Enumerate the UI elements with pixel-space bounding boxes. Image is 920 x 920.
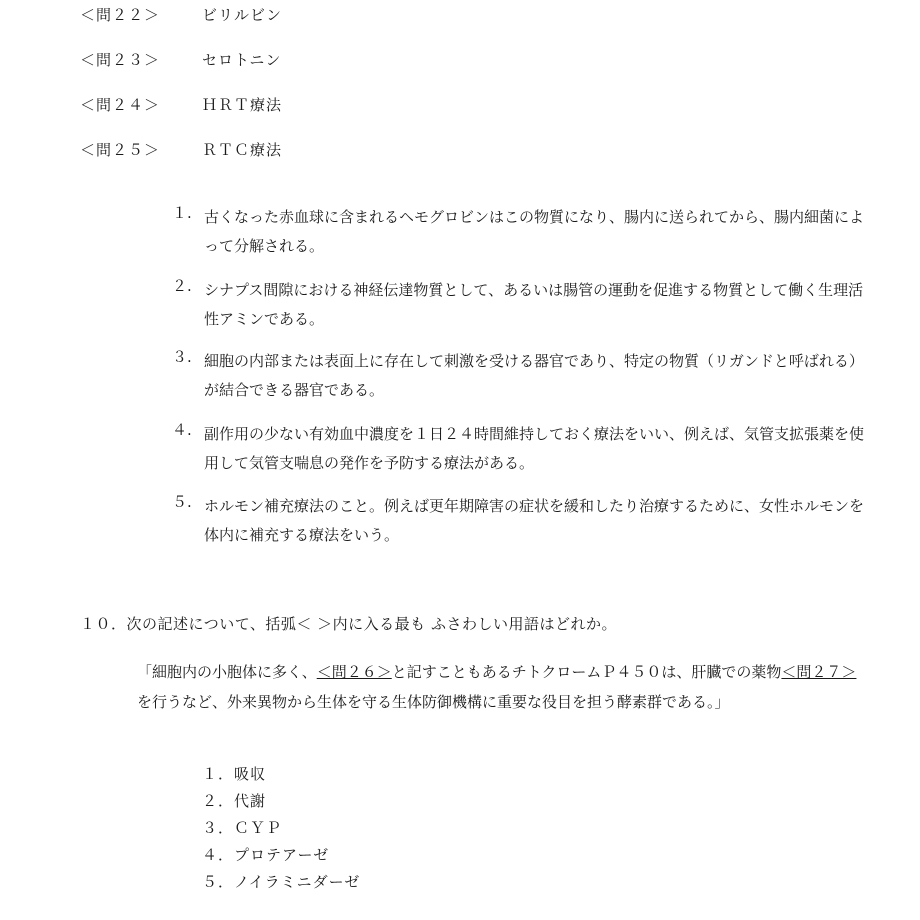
question-term: セロトニン <box>202 51 282 69</box>
definition-number: ２. <box>172 277 192 295</box>
definition-text: 古くなった赤血球に含まれるヘモグロビンはこの物質になり、腸内に送られてから、腸内細菌によって分解される。 <box>204 208 865 255</box>
definition-number: ４. <box>172 421 192 439</box>
passage-text: 「細胞内の小胞体に多く、 <box>137 663 317 681</box>
definition-number: １. <box>172 204 192 222</box>
definition-number: ５. <box>172 493 192 511</box>
option-item: ３．ＣＹＰ <box>202 819 283 837</box>
option-item: ２．代謝 <box>202 792 267 810</box>
question-label: ＜問２３＞ <box>80 51 161 69</box>
passage-text: と記すこともあるチトクロームＰ４５０は、肝臓での薬物 <box>391 663 782 681</box>
definition-text: シナプス間隙における神経伝達物質として、あるいは腸管の運動を促進する物質として働く生理活性アミンである。 <box>204 281 864 328</box>
definition-text: 細胞の内部または表面上に存在して刺激を受ける器官であり、特定の物質（リガンドと呼ばれる）が結合できる器官である。 <box>204 352 864 399</box>
option-item: ５．ノイラミニダーゼ <box>202 873 361 891</box>
question-label: ＜問２４＞ <box>80 96 161 114</box>
definition-text: ホルモン補充療法のこと。例えば更年期障害の症状を緩和したり治療するために、女性ホルモンを体内に補充する療法をいう。 <box>204 497 865 544</box>
section-title: １０．次の記述について、括弧＜ ＞内に入る最も ふさわしい用語はどれか。 <box>80 615 617 633</box>
answer-options <box>202 761 360 896</box>
definition-text: 副作用の少ない有効血中濃度を１日２４時間維持しておく療法をいい、例えば、気管支拡張薬を使用して気管支喘息の発作を予防する療法がある。 <box>204 425 865 472</box>
passage <box>137 657 857 717</box>
question-term: ＲＴＣ療法 <box>202 141 283 159</box>
blank-q26: ＜問２６＞ <box>316 663 392 681</box>
blank-q27: ＜問２７＞ <box>781 663 857 681</box>
option-item: ４．プロテアーゼ <box>202 846 330 864</box>
question-label: ＜問２５＞ <box>80 141 161 159</box>
definition-number: ３. <box>172 348 192 366</box>
question-label: ＜問２２＞ <box>80 6 161 24</box>
question-term: ＨＲＴ療法 <box>202 96 283 114</box>
option-item: １．吸収 <box>202 765 267 783</box>
question-term: ビリルビン <box>202 6 283 24</box>
passage-text: を行うなど、外来異物から生体を守る生体防御機構に重要な役目を担う酵素群である。」 <box>137 693 730 711</box>
